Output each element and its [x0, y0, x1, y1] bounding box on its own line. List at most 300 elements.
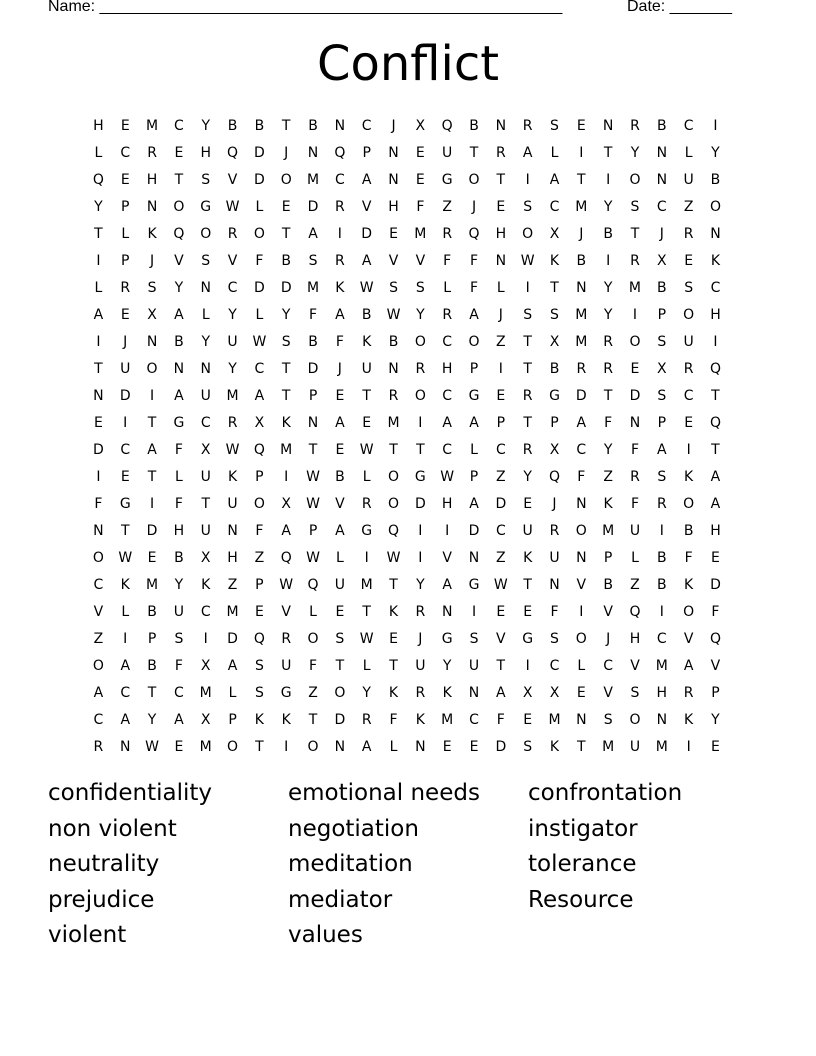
grid-letter: T [416, 441, 425, 458]
grid-letter: Y [416, 576, 425, 593]
grid-letter: I [471, 603, 477, 620]
grid-letter: M [146, 117, 159, 134]
grid-letter: T [603, 144, 613, 161]
grid-letter: P [469, 468, 479, 485]
grid-letter: E [335, 603, 345, 620]
letter-grid [85, 112, 729, 760]
grid-letter: C [442, 333, 453, 350]
grid-letter: Y [603, 306, 613, 323]
grid-letter: N [468, 684, 480, 701]
grid-letter: L [362, 657, 371, 674]
grid-letter: M [628, 279, 642, 296]
grid-letter: D [227, 630, 238, 647]
grid-letter: O [253, 495, 265, 512]
grid-letter: O [334, 684, 346, 701]
grid-letter: Q [307, 576, 319, 593]
grid-letter: A [442, 414, 452, 431]
grid-letter: X [281, 495, 291, 512]
grid-letter: P [121, 252, 130, 269]
grid-letter: E [576, 684, 586, 701]
grid-letter: I [150, 387, 155, 404]
grid-letter: V [361, 198, 372, 215]
grid-letter: Q [388, 522, 400, 539]
grid-letter: T [201, 495, 210, 512]
grid-letter: A [576, 414, 587, 431]
grid-letter: N [549, 576, 560, 593]
grid-letter: C [93, 576, 104, 593]
grid-letter: S [684, 279, 694, 296]
grid-letter: P [550, 414, 559, 431]
grid-letter: R [227, 414, 238, 431]
grid-letter: U [629, 522, 641, 539]
grid-letter: I [96, 333, 101, 350]
grid-letter: M [575, 333, 588, 350]
grid-letter: M [146, 576, 159, 593]
grid-letter: Y [94, 198, 103, 215]
grid-letter: S [523, 198, 533, 215]
grid-letter: K [227, 468, 238, 485]
grid-letter: N [334, 738, 346, 755]
grid-letter: T [577, 738, 586, 755]
grid-letter: T [308, 441, 318, 458]
grid-letter: A [254, 387, 265, 404]
grid-letter: X [522, 684, 533, 701]
grid-letter: M [306, 171, 320, 188]
grid-letter: P [255, 468, 264, 485]
grid-letter: N [146, 333, 158, 350]
grid-letter: C [200, 603, 211, 620]
grid-letter: L [496, 279, 505, 296]
grid-letter: G [441, 630, 453, 647]
grid-letter: N [602, 117, 614, 134]
grid-letter: H [388, 198, 399, 215]
grid-letter: Z [93, 630, 104, 647]
grid-letter: V [281, 603, 291, 620]
grid-letter: V [630, 657, 640, 674]
grid-letter: M [360, 576, 373, 593]
grid-letter: N [495, 252, 507, 269]
grid-letter: E [174, 738, 184, 755]
grid-letter: O [388, 468, 400, 485]
grid-letter: Z [683, 198, 694, 215]
grid-letter: U [200, 387, 211, 404]
grid-letter: R [388, 387, 399, 404]
grid-letter: O [683, 603, 695, 620]
grid-letter: K [254, 711, 264, 728]
grid-letter: L [121, 225, 130, 242]
grid-letter: K [415, 711, 425, 728]
grid-letter: G [200, 198, 212, 215]
grid-letter: H [441, 360, 453, 377]
grid-letter: S [550, 117, 559, 134]
grid-letter: D [710, 576, 721, 593]
grid-letter: A [683, 657, 694, 674]
grid-letter: A [361, 252, 372, 269]
grid-letter: I [284, 738, 289, 755]
grid-letter: Y [362, 684, 371, 701]
grid-letter: S [630, 684, 640, 701]
grid-letter: H [629, 630, 641, 647]
date-field-label[interactable]: Date: _______ [627, 0, 732, 15]
grid-letter: I [525, 171, 530, 188]
grid-letter: E [469, 738, 479, 755]
grid-letter: X [254, 414, 265, 431]
grid-letter: F [443, 252, 452, 269]
grid-letter: S [657, 468, 667, 485]
grid-letter: A [442, 576, 452, 593]
grid-letter: E [120, 117, 130, 134]
grid-letter: N [495, 117, 507, 134]
grid-letter: T [603, 387, 613, 404]
grid-letter: B [657, 576, 667, 593]
grid-letter: X [200, 441, 211, 458]
grid-letter: T [147, 684, 157, 701]
grid-letter: U [683, 333, 694, 350]
grid-letter: W [359, 441, 374, 458]
grid-letter: O [575, 522, 587, 539]
grid-letter: N [576, 495, 587, 512]
grid-letter: E [684, 414, 694, 431]
grid-letter: V [710, 657, 721, 674]
grid-letter: K [710, 252, 721, 269]
grid-letter: L [255, 306, 264, 323]
grid-letter: K [684, 576, 694, 593]
grid-letter: S [523, 306, 533, 323]
grid-letter: N [307, 414, 319, 431]
grid-letter: Q [709, 630, 721, 647]
grid-letter: V [576, 576, 587, 593]
grid-letter: R [147, 144, 157, 161]
grid-letter: M [387, 414, 400, 431]
grid-letter: S [389, 279, 398, 296]
grid-letter: P [121, 198, 130, 215]
grid-letter: D [146, 522, 158, 539]
grid-letter: T [711, 387, 720, 404]
grid-letter: O [146, 360, 158, 377]
grid-letter: S [469, 630, 479, 647]
grid-letter: S [550, 630, 559, 647]
grid-letter: W [118, 549, 133, 566]
grid-letter: K [684, 468, 694, 485]
grid-letter: X [415, 117, 426, 134]
grid-letter: K [281, 414, 291, 431]
grid-letter: G [549, 387, 560, 404]
grid-letter: O [414, 387, 426, 404]
grid-letter: N [93, 522, 104, 539]
grid-letter: L [94, 144, 103, 161]
grid-letter: N [120, 738, 131, 755]
grid-letter: Y [147, 711, 157, 728]
grid-letter: F [335, 333, 344, 350]
grid-letter: G [468, 387, 480, 404]
word-list [48, 776, 768, 954]
grid-letter: L [309, 603, 317, 620]
grid-letter: U [200, 468, 211, 485]
grid-letter: E [335, 387, 345, 404]
grid-letter: B [227, 117, 238, 134]
grid-letter: Z [603, 468, 613, 485]
grid-letter: R [361, 711, 372, 728]
grid-letter: T [147, 468, 157, 485]
grid-letter: D [468, 522, 480, 539]
grid-letter: I [686, 738, 691, 755]
grid-letter: P [496, 414, 506, 431]
grid-letter: M [226, 387, 239, 404]
grid-letter: V [227, 252, 238, 269]
grid-letter: P [308, 387, 318, 404]
grid-letter: L [684, 144, 693, 161]
word-list-item: non violent [48, 815, 177, 842]
grid-letter: E [93, 414, 103, 431]
grid-letter: O [92, 549, 104, 566]
grid-letter: R [683, 360, 694, 377]
word-list-item: tolerance [528, 851, 637, 878]
grid-letter: R [603, 360, 614, 377]
grid-letter: S [201, 171, 211, 188]
grid-letter: N [576, 279, 587, 296]
grid-letter: H [173, 522, 185, 539]
grid-letter: N [227, 522, 238, 539]
grid-letter: C [656, 630, 667, 647]
grid-letter: N [629, 414, 641, 431]
grid-letter: U [468, 657, 480, 674]
grid-letter: I [606, 252, 611, 269]
grid-letter: Y [603, 441, 613, 458]
grid-letter: G [414, 468, 426, 485]
grid-letter: T [147, 414, 157, 431]
grid-letter: F [469, 279, 479, 296]
grid-letter: Z [496, 549, 506, 566]
grid-letter: A [93, 684, 104, 701]
grid-letter: T [523, 414, 532, 431]
grid-letter: J [337, 360, 342, 377]
grid-letter: E [711, 549, 720, 566]
grid-letter: Z [496, 333, 506, 350]
grid-letter: M [575, 198, 588, 215]
grid-letter: I [659, 603, 664, 620]
grid-letter: R [630, 117, 640, 134]
grid-letter: Y [281, 306, 291, 323]
grid-letter: L [255, 198, 264, 215]
grid-letter: Y [201, 117, 210, 134]
grid-letter: E [630, 360, 640, 377]
grid-letter: C [93, 711, 104, 728]
grid-letter: P [255, 576, 264, 593]
grid-letter: D [307, 198, 319, 215]
grid-letter: F [389, 711, 398, 728]
grid-letter: L [94, 279, 103, 296]
grid-letter: X [200, 711, 211, 728]
grid-letter: E [120, 468, 130, 485]
grid-letter: J [579, 225, 584, 242]
grid-letter: U [173, 603, 185, 620]
grid-letter: L [577, 657, 586, 674]
grid-letter: D [307, 360, 319, 377]
grid-letter: V [603, 603, 613, 620]
grid-letter: U [281, 657, 292, 674]
grid-letter: I [150, 495, 155, 512]
grid-letter: E [496, 198, 506, 215]
grid-letter: C [549, 198, 560, 215]
grid-letter: Y [711, 711, 720, 728]
grid-letter: T [281, 387, 291, 404]
grid-letter: J [606, 630, 611, 647]
grid-letter: K [120, 576, 130, 593]
grid-letter: C [174, 684, 184, 701]
grid-letter: X [657, 252, 667, 269]
grid-letter: M [226, 603, 239, 620]
grid-letter: A [361, 171, 372, 188]
grid-letter: R [603, 333, 614, 350]
header [48, 0, 748, 20]
grid-letter: S [415, 279, 425, 296]
grid-letter: O [307, 738, 319, 755]
grid-letter: T [711, 441, 720, 458]
page-title: Conflict [316, 36, 500, 92]
grid-letter: S [603, 711, 613, 728]
grid-letter: C [174, 117, 184, 134]
grid-letter: I [96, 252, 101, 269]
grid-letter: X [549, 333, 560, 350]
grid-letter: R [522, 441, 533, 458]
grid-letter: W [359, 279, 374, 296]
grid-letter: L [335, 549, 344, 566]
grid-letter: R [415, 603, 426, 620]
grid-letter: O [629, 711, 641, 728]
grid-letter: A [174, 387, 184, 404]
grid-letter: R [522, 117, 533, 134]
grid-letter: A [710, 468, 721, 485]
grid-letter: R [683, 225, 694, 242]
grid-letter: R [683, 684, 694, 701]
grid-letter: Y [416, 306, 425, 323]
grid-letter: Q [709, 360, 721, 377]
grid-letter: Q [709, 414, 721, 431]
grid-letter: R [630, 468, 640, 485]
name-field-label[interactable]: Name: ____________________________________________________ [48, 0, 563, 15]
grid-letter: W [359, 630, 374, 647]
grid-letter: N [468, 549, 480, 566]
grid-letter: E [523, 495, 533, 512]
grid-letter: R [415, 684, 426, 701]
grid-letter: H [441, 495, 453, 512]
grid-letter: P [308, 522, 318, 539]
grid-letter: V [174, 252, 184, 269]
grid-letter: X [200, 549, 211, 566]
grid-letter: O [92, 657, 104, 674]
grid-letter: C [683, 387, 694, 404]
grid-letter: O [522, 225, 534, 242]
grid-letter: Q [468, 225, 480, 242]
grid-letter: T [496, 171, 506, 188]
grid-letter: H [200, 144, 211, 161]
grid-letter: F [309, 657, 318, 674]
grid-letter: E [389, 630, 398, 647]
grid-letter: T [362, 603, 371, 620]
grid-letter: E [254, 603, 264, 620]
grid-letter: R [335, 252, 345, 269]
grid-letter: V [603, 684, 613, 701]
grid-letter: S [657, 333, 667, 350]
grid-letter: B [469, 117, 479, 134]
grid-letter: S [147, 279, 157, 296]
grid-letter: C [200, 414, 211, 431]
grid-letter: G [119, 495, 131, 512]
grid-letter: T [389, 576, 398, 593]
grid-letter: H [93, 117, 104, 134]
grid-letter: E [281, 198, 291, 215]
grid-letter: I [525, 657, 530, 674]
grid-letter: T [577, 171, 586, 188]
grid-letter: Z [227, 576, 238, 593]
grid-letter: B [388, 333, 399, 350]
grid-letter: N [334, 117, 346, 134]
grid-letter: F [630, 441, 639, 458]
grid-letter: B [335, 468, 345, 485]
grid-letter: K [442, 684, 452, 701]
grid-letter: G [173, 414, 185, 431]
word-list-item: instigator [528, 815, 638, 842]
word-list-item: values [288, 922, 363, 949]
grid-letter: A [549, 171, 560, 188]
grid-letter: E [523, 603, 533, 620]
grid-letter: L [443, 279, 452, 296]
grid-letter: B [683, 522, 694, 539]
grid-letter: Y [228, 360, 237, 377]
grid-letter: L [362, 468, 371, 485]
grid-letter: T [281, 225, 291, 242]
word-list-item: violent [48, 922, 127, 949]
grid-letter: F [94, 495, 103, 512]
grid-letter: T [174, 171, 184, 188]
grid-letter: E [362, 414, 372, 431]
grid-letter: M [602, 522, 615, 539]
grid-letter: E [496, 387, 506, 404]
grid-letter: F [684, 549, 693, 566]
grid-letter: K [388, 603, 399, 620]
grid-letter: S [550, 306, 559, 323]
grid-letter: B [174, 333, 184, 350]
grid-letter: W [225, 198, 240, 215]
word-list-item: meditation [288, 851, 413, 878]
grid-letter: N [173, 360, 185, 377]
grid-letter: J [284, 144, 289, 161]
grid-letter: S [254, 684, 264, 701]
grid-letter: R [522, 387, 533, 404]
grid-letter: O [414, 333, 426, 350]
grid-letter: Z [630, 576, 640, 593]
grid-letter: C [227, 279, 238, 296]
grid-letter: E [335, 441, 345, 458]
grid-letter: B [657, 279, 667, 296]
word-list-item: emotional needs [288, 780, 480, 806]
grid-letter: Q [548, 468, 560, 485]
grid-letter: I [686, 441, 691, 458]
grid-letter: V [335, 495, 345, 512]
grid-letter: F [416, 198, 425, 215]
grid-letter: C [361, 117, 372, 134]
grid-letter: B [254, 117, 265, 134]
grid-letter: I [632, 306, 638, 323]
grid-letter: F [174, 495, 183, 512]
grid-letter: E [442, 738, 452, 755]
grid-letter: E [120, 171, 130, 188]
grid-letter: Y [174, 576, 184, 593]
grid-letter: D [280, 279, 292, 296]
grid-letter: T [281, 360, 291, 377]
grid-letter: P [657, 414, 667, 431]
grid-letter: Q [280, 549, 292, 566]
